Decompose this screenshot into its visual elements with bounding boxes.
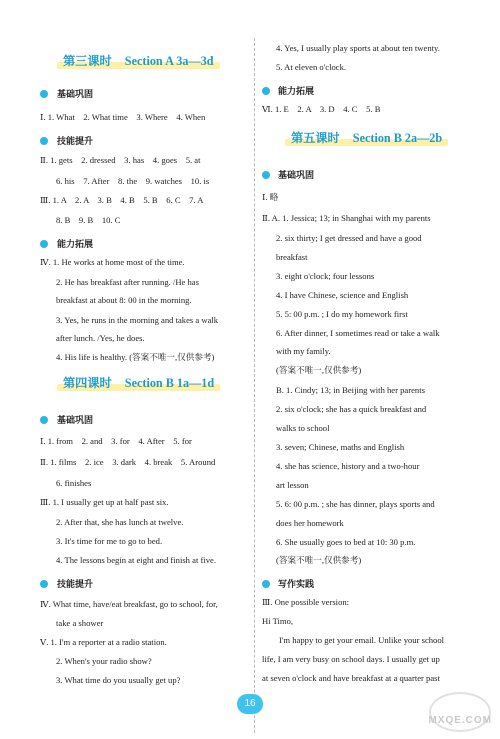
column-divider [254,38,255,733]
bullet-icon [262,87,270,95]
watermark-text: MXQE.COM [428,714,492,726]
answer-line: Ⅲ. One possible version: [262,597,350,607]
answer-line: (答案不唯一,仅供参考) [276,365,362,375]
answer-line: Ⅱ. 1. films 2. ice 3. dark 4. break 5. Around [40,457,216,467]
answer-line: breakfast [276,252,308,262]
answer-line: Ⅰ. 1. from 2. and 3. for 4. After 5. for [40,436,192,446]
answer-line: art lesson [276,480,309,490]
section-heading: 技能提升 [57,579,94,589]
bullet-icon [40,240,48,248]
answer-line: Ⅱ. A. 1. Jessica; 13; in Shanghai with my parents [262,213,431,223]
answer-line: 8. B 9. B 10. C [56,215,121,225]
answer-line: 6. his 7. After 8. the 9. watches 10. is [56,176,210,186]
answer-line: 4. The lessons begin at eight and finish at five. [56,555,216,565]
answer-line: 3. What time do you usually get up? [56,675,181,685]
lesson-title-3 [63,50,214,72]
section-heading: 能力拓展 [278,86,315,96]
answer-line: 6. finishes [56,478,92,488]
page-number: 16 [237,694,263,714]
lesson-title-3-en: Section A 3a—3d [124,54,214,68]
answer-line: Ⅵ. 1. E 2. A 3. D 4. C 5. B [262,104,381,114]
answer-line: 6. After dinner, I sometimes read or take a walk [276,328,440,338]
section-heading: 能力拓展 [57,239,94,249]
answer-line: does her homework [276,518,344,528]
section-heading: 基础巩固 [57,89,94,99]
section-heading: 基础巩固 [278,170,315,180]
lesson-title-4 [63,372,214,394]
answer-line: with my family. [276,346,331,356]
answer-line: Ⅲ. 1. A 2. A 3. B 4. B 5. B 6. C 7. A [40,195,204,205]
answer-line: Ⅴ. 1. I'm a reporter at a radio station. [40,637,167,647]
answer-line: walks to school [276,423,330,433]
answer-line: Ⅲ. 1. I usually get up at half past six. [40,497,169,507]
answer-line: 4. His life is healthy. (答案不唯一,仅供参考) [56,352,215,362]
answer-line: B. 1. Cindy; 13; in Beijing with her parents [276,385,425,395]
bullet-icon [40,90,48,98]
lesson-title-4-en: Section B 1a—1d [124,376,215,390]
answer-line: 2. He has breakfast after running. /He has [56,277,199,287]
lesson-title-4-zh: 第四课时 [63,376,112,390]
watermark-logo-icon [429,692,491,732]
answer-line: 2. When's your radio show? [56,656,152,666]
lesson-title-5-en: Section B 2a—2b [352,131,443,145]
answer-line: 5. At eleven o'clock. [276,62,347,72]
lesson-title-3-zh: 第三课时 [63,54,112,68]
section-heading: 技能提升 [57,136,94,146]
bullet-icon [262,171,270,179]
answer-line: breakfast at about 8: 00 in the morning. [56,295,192,305]
answer-line: I'm happy to get your email. Unlike your school [279,635,445,645]
bullet-icon [40,137,48,145]
answer-line: after lunch. /Yes, he does. [56,333,145,343]
answer-line: 3. seven; Chinese, maths and English [276,442,405,452]
answer-line: Ⅰ. 1. What 2. What time 3. Where 4. When [40,112,206,122]
lesson-title-5 [291,127,442,149]
bullet-icon [40,416,48,424]
section-heading: 写作实践 [278,579,315,589]
answer-line: 4. she has science, history and a two-hour [276,461,420,471]
answer-line: Ⅰ. 略 [262,192,279,202]
bullet-icon [262,580,270,588]
answer-line: at seven o'clock and have breakfast at a quarter past [262,673,440,683]
answer-line: 6. She usually goes to bed at 10: 30 p.m. [276,537,416,547]
bullet-icon [40,580,48,588]
lesson-title-5-zh: 第五课时 [291,131,340,145]
answer-line: take a shower [56,618,104,628]
answer-line: 2. six thirty; I get dressed and have a good [276,233,422,243]
answer-line: 5. 6: 00 p.m. ; she has dinner, plays sports and [276,499,435,509]
answer-line: 5. 5: 00 p.m. ; I do my homework first [276,309,408,319]
answer-line: life, I am very busy on school days. I usually get up [262,654,440,664]
answer-line: Ⅳ. What time, have/eat breakfast, go to school, for, [40,599,218,609]
answer-line: Ⅳ. 1. He works at home most of the time. [40,257,185,267]
answer-line: 3. eight o'clock; four lessons [276,271,375,281]
answer-line: 4. Yes, I usually play sports at about ten twenty. [276,43,440,53]
answer-line: 4. I have Chinese, science and English [276,290,409,300]
section-heading: 基础巩固 [57,415,94,425]
answer-line: Hi Timo, [262,616,294,626]
answer-line: 2. six o'clock; she has a quick breakfast and [276,404,427,414]
answer-line: 3. It's time for me to go to bed. [56,536,163,546]
answer-line: 2. After that, she has lunch at twelve. [56,517,184,527]
answer-line: (答案不唯一,仅供参考) [276,555,362,565]
answer-line: 3. Yes, he runs in the morning and takes a walk [56,315,219,325]
answer-line: Ⅱ. 1. gets 2. dressed 3. has 4. goes 5. at [40,155,201,165]
